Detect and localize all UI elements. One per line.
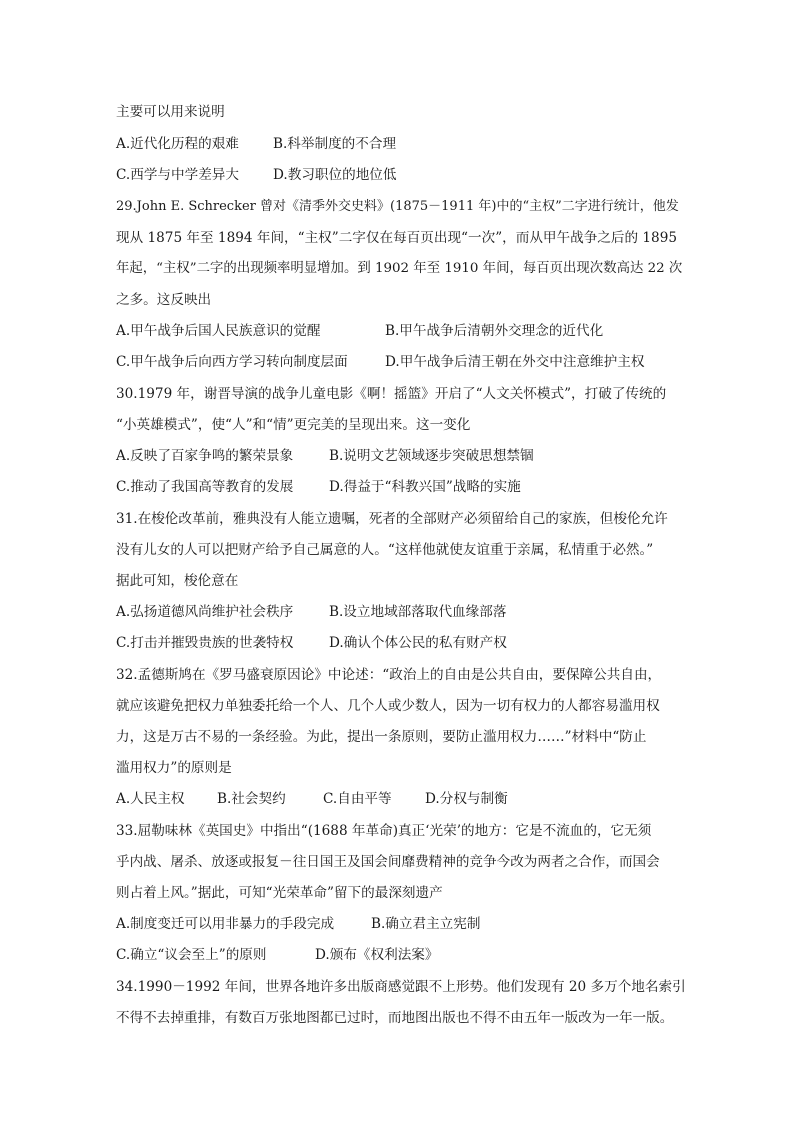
q30-option-a[interactable]: A.反映了百家争鸣的繁荣景象 [116,448,294,464]
q32-option-a[interactable]: A.人民主权 [116,791,185,807]
q33-option-b[interactable]: B.确立君主立宪制 [371,916,481,932]
q29-stem-line-1: 29.John E. Schrecker 曾对《清季外交史料》(1875－1911 年)中的“主权”二字进行统计，他发 [116,199,679,214]
q34-stem-line-2: 不得不去掉重排，有数百万张地图都已过时，而地图出版也不得不由五年一版改为一年一版。 [116,1010,674,1026]
q28-options-row-1 [116,134,686,154]
q32-options-row [116,789,686,809]
q28-options-row-2 [116,165,686,185]
q29-option-a[interactable]: A.甲午战争后国人民族意识的觉醒 [116,323,321,339]
q30-option-c[interactable]: C.推动了我国高等教育的发展 [116,479,294,495]
q32-option-d[interactable]: D.分权与制衡 [425,791,508,807]
q29-stem-line-4: 之多。这反映出 [116,292,212,308]
q31-stem-line-3: 据此可知，梭伦意在 [116,573,239,589]
q32-stem-line-1: 32.孟德斯鸠在《罗马盛衰原因论》中论述：“政治上的自由是公共自由，要保障公共自由， [116,667,662,683]
q30-options-row-2 [116,477,686,497]
q32-stem-line-4: 滥用权力”的原则是 [116,760,232,776]
q29-options-row-1 [116,321,686,341]
q32-stem-line-3: 力，这是万古不易的一条经验。为此，提出一条原则，要防止滥用权力……”材料中“防止 [116,729,647,745]
q28-option-d[interactable]: D.教习职位的地位低 [273,167,397,183]
q29-options-row-2 [116,352,686,372]
q31-stem-line-1: 31.在梭伦改革前，雅典没有人能立遗嘱，死者的全部财产必须留给自己的家族，但梭伦允许 [116,511,668,527]
q31-option-c[interactable]: C.打击并摧毁贵族的世袭特权 [116,635,294,651]
q29-option-d[interactable]: D.甲午战争后清王朝在外交中注意维护主权 [385,354,645,370]
q31-options-row-1 [116,602,686,622]
q31-options-row-2 [116,633,686,653]
q30-options-row-1 [116,446,686,466]
q34-stem-line-1: 34.1990－1992 年间，世界各地许多出版商感觉跟不上形势。他们发现有 20 多万个地名索引 [116,979,686,995]
q28-stem-tail: 主要可以用来说明 [116,104,225,120]
q33-options-row-1 [116,914,686,934]
q29-stem-line-2: 现从 1875 年至 1894 年间，“主权”二字仅在每百页出现“一次”，而从甲午战争之后的 1895 [116,230,677,246]
q30-stem-line-1: 30.1979 年，谢晋导演的战争儿童电影《啊！摇篮》开启了“人文关怀模式”，打破了传统的 [116,386,667,402]
q28-option-a[interactable]: A.近代化历程的艰难 [116,136,239,152]
q31-option-b[interactable]: B.设立地域部落取代血缘部落 [329,604,507,620]
q31-option-d[interactable]: D.确认个体公民的私有财产权 [329,635,507,651]
q33-stem-line-3: 则占着上风。”据此，可知“光荣革命”留下的最深刻遗产 [116,885,443,901]
q33-stem-line-1: 33.屈勒味林《英国史》中指出“(1688 年革命)真正‘光荣’的地方：它是不流血的，它无须 [116,823,652,839]
q30-option-d[interactable]: D.得益于“科教兴国”战略的实施 [329,479,521,495]
q30-stem-line-2: “小英雄模式”，使“人”和“情”更完美的呈现出来。这一变化 [116,417,471,433]
q33-options-row-2 [116,945,686,965]
q32-option-b[interactable]: B.社会契约 [217,791,286,807]
q32-option-c[interactable]: C.自由平等 [323,791,392,807]
q28-option-b[interactable]: B.科举制度的不合理 [273,136,397,152]
q31-stem-line-2: 没有儿女的人可以把财产给予自己属意的人。“这样他就使友谊重于亲属，私情重于必然。” [116,542,654,558]
q33-option-d[interactable]: D.颁布《权利法案》 [315,947,439,963]
q32-stem-line-2: 就应该避免把权力单独委托给一个人、几个人或少数人，因为一切有权力的人都容易滥用权 [116,698,660,714]
q29-stem-line-3: 年起，“主权”二字的出现频率明显增加。到 1902 年至 1910 年间，每百页出现次数高达 22 次 [116,261,683,276]
q29-option-c[interactable]: C.甲午战争后向西方学习转向制度层面 [116,354,348,370]
q31-option-a[interactable]: A.弘扬道德风尚维护社会秩序 [116,604,294,620]
q28-option-c[interactable]: C.西学与中学差异大 [116,167,239,183]
q33-option-c[interactable]: C.确立“议会至上”的原则 [116,947,267,963]
q33-stem-line-2: 乎内战、屠杀、放逐或报复－往日国王及国会间靡费精神的竞争今改为两者之合作，而国会 [116,854,660,870]
q30-option-b[interactable]: B.说明文艺领域逐步突破思想禁锢 [329,448,534,464]
q33-option-a[interactable]: A.制度变迁可以用非暴力的手段完成 [116,916,335,932]
q29-option-b[interactable]: B.甲午战争后清朝外交理念的近代化 [385,323,604,339]
